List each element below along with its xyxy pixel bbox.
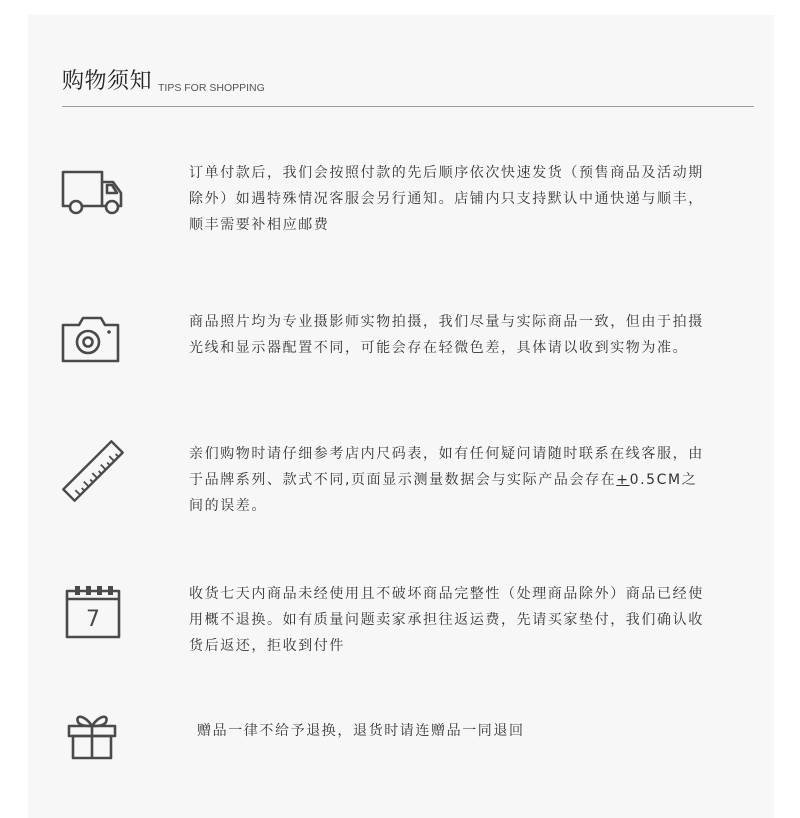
camera-icon <box>55 302 131 378</box>
gifts-notice-text: 赠品一律不给予退换，退货时请连赠品一同退回 <box>197 723 525 739</box>
returns-notice-text: 收货七天内商品未经使用且不破坏商品完整性（处理商品除外）商品已经使用概不退换。如有质量问题卖家承担往返运费，先请买家垫付，我们确认收货后返还，拒收到付件 <box>189 586 704 654</box>
shopping-notice-panel <box>28 15 774 818</box>
ruler-icon <box>55 433 131 509</box>
calendar-day-number: 7 <box>86 607 100 632</box>
section-subtitle: TIPS FOR SHOPPING <box>158 82 265 94</box>
sizing-notice-text <box>189 441 709 519</box>
sizing-text-tolerance: 0.5CM之间的误差。 <box>189 472 698 514</box>
plus-minus-sign: + <box>616 472 630 488</box>
photos-notice-text: 商品照片均为专业摄影师实物拍摄，我们尽量与实际商品一致，但由于拍摄光线和显示器配置不同，可能会存在轻微色差，具体请以收到实物为准。 <box>189 314 704 356</box>
section-title: 购物须知 <box>62 69 153 94</box>
gift-icon <box>55 700 131 776</box>
header-divider <box>62 106 754 107</box>
shipping-notice-text: 订单付款后，我们会按照付款的先后顺序依次快速发货（预售商品及活动期除外）如遇特殊情况客服会另行通知。店铺内只支持默认中通快递与顺丰，顺丰需要补相应邮费 <box>189 165 704 233</box>
sizing-text-main: 亲们购物时请仔细参考店内尺码表，如有任何疑问请随时联系在线客服，由于品牌系列、款式不同,页面显示测量数据会与实际产品会存在 <box>189 446 704 488</box>
section-header <box>62 68 265 96</box>
calendar-icon <box>55 577 131 653</box>
truck-icon <box>55 155 131 231</box>
